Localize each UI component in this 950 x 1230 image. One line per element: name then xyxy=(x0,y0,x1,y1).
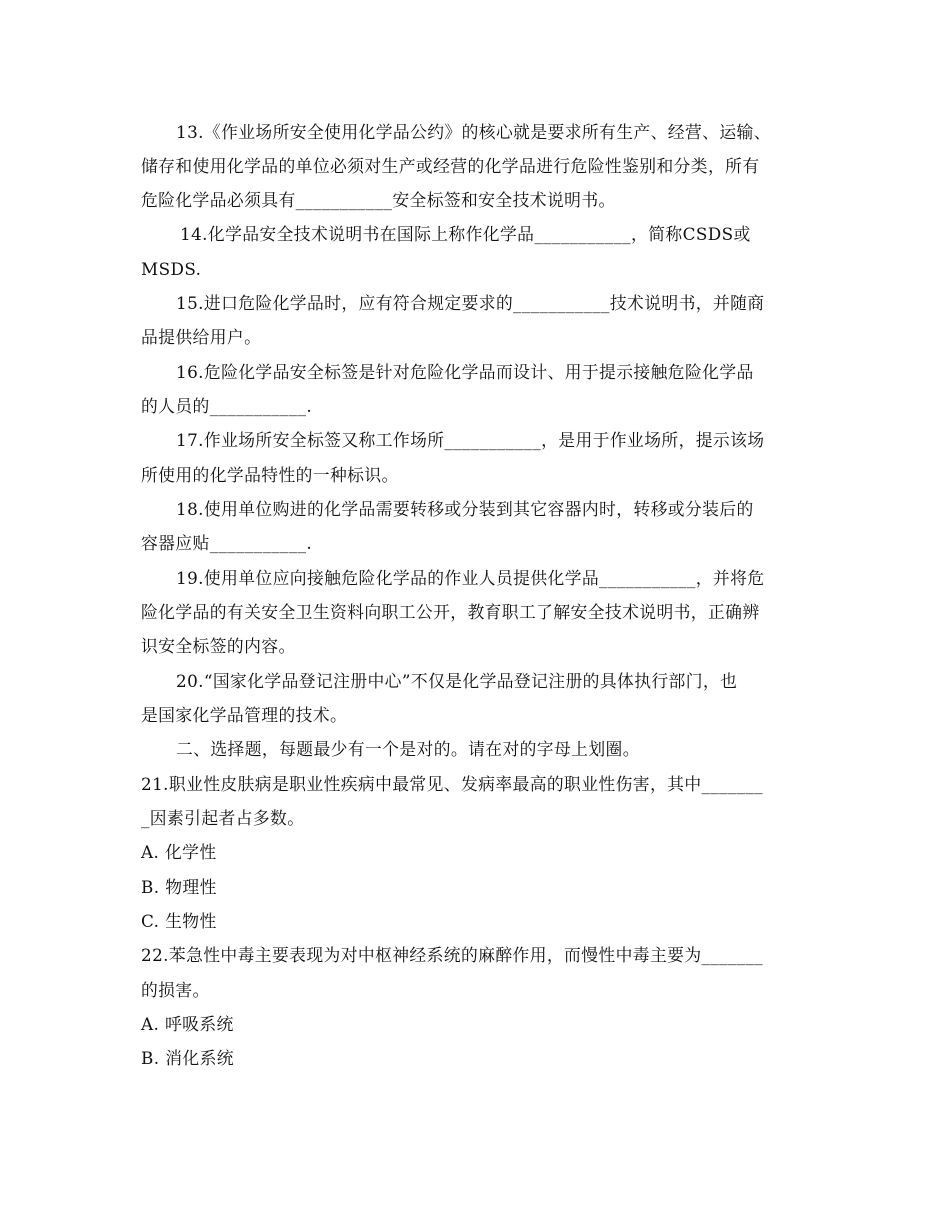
text-line: 20.“国家化学品登记注册中心”不仅是化学品登记注册的具体执行部门，也 xyxy=(176,671,738,691)
answer-option: A. 化学性 xyxy=(141,842,217,862)
text-line: _因素引起者占多数。 xyxy=(141,808,305,828)
text-line: 14.化学品安全技术说明书在国际上称作化学品___________，简称CSDS或 xyxy=(180,224,751,244)
text-line: 所使用的化学品特性的一种标识。 xyxy=(141,465,399,485)
text-line: 16.危险化学品安全标签是针对危险化学品而设计、用于提示接触危险化学品 xyxy=(176,362,754,382)
text-line: 18.使用单位购进的化学品需要转移或分装到其它容器内时，转移或分装后的 xyxy=(176,499,754,519)
answer-option: B. 物理性 xyxy=(141,877,217,897)
text-line: 储存和使用化学品的单位必须对生产或经营的化学品进行危险性鉴别和分类，所有 xyxy=(141,156,760,176)
text-line: 险化学品的有关安全卫生资料向职工公开，教育职工了解安全技术说明书，正确辨 xyxy=(141,602,760,622)
section-heading: 二、选择题，每题最少有一个是对的。请在对的字母上划圈。 xyxy=(176,739,640,759)
answer-option: C. 生物性 xyxy=(141,911,217,931)
text-line: 识安全标签的内容。 xyxy=(141,636,296,656)
text-line: 13.《作业场所安全使用化学品公约》的核心就是要求所有生产、经营、运输、 xyxy=(176,122,771,142)
text-line: 是国家化学品管理的技术。 xyxy=(141,705,348,725)
text-line: 17.作业场所安全标签又称工作场所___________，是用于作业场所，提示该场 xyxy=(176,430,765,450)
text-line: 15.进口危险化学品时，应有符合规定要求的___________技术说明书，并随商 xyxy=(176,293,765,313)
text-line: 21.职业性皮肤病是职业性疾病中最常见、发病率最高的职业性伤害，其中_______ xyxy=(141,774,764,794)
text-line: 危险化学品必须具有___________安全标签和安全技术说明书。 xyxy=(141,190,616,210)
text-line: 的人员的___________. xyxy=(141,396,313,416)
text-line: 品提供给用户。 xyxy=(141,327,262,347)
text-line: MSDS. xyxy=(141,259,202,279)
text-line: 的损害。 xyxy=(141,980,210,1000)
answer-option: B. 消化系统 xyxy=(141,1048,234,1068)
answer-option: A. 呼吸系统 xyxy=(141,1014,234,1034)
text-line: 19.使用单位应向接触危险化学品的作业人员提供化学品___________，并将危 xyxy=(176,568,765,588)
text-line: 22.苯急性中毒主要表现为对中枢神经系统的麻醉作用，而慢性中毒主要为_______ xyxy=(141,945,764,965)
text-line: 容器应贴___________. xyxy=(141,533,313,553)
